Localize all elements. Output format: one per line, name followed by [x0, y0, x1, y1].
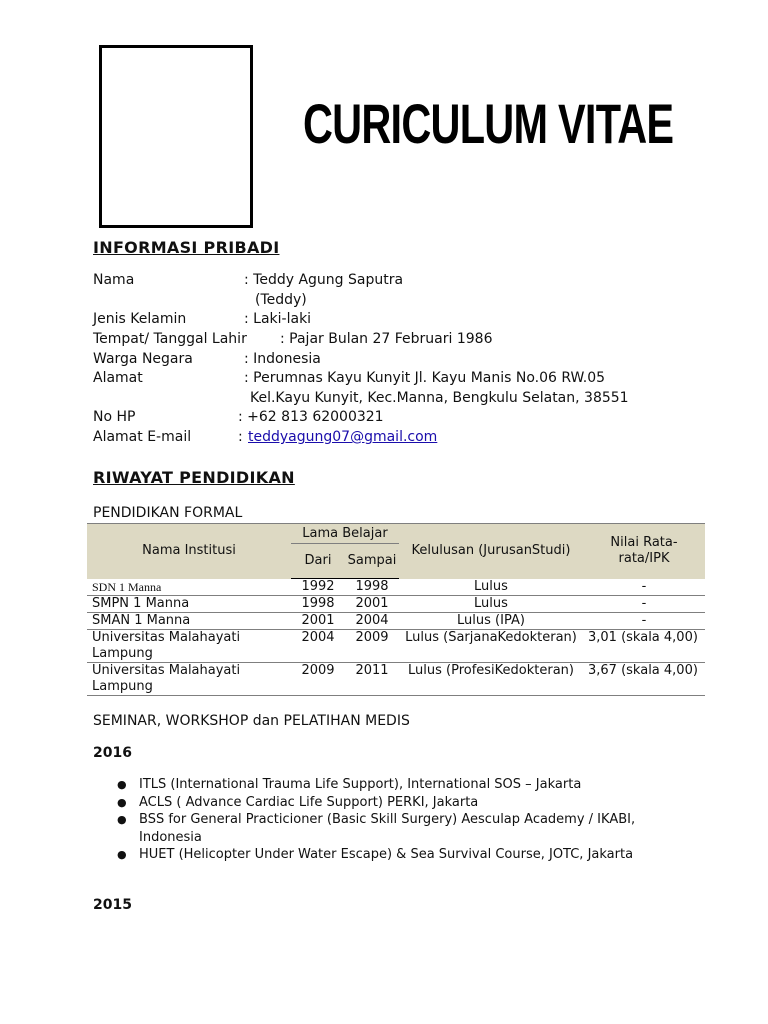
cell-institution: SMPN 1 Manna — [87, 596, 291, 613]
training-list — [93, 776, 653, 864]
cell-institution: SMAN 1 Manna — [87, 613, 291, 630]
field-value: : +62 813 62000321 — [238, 409, 384, 425]
list-item — [93, 811, 653, 846]
field-label: Warga Negara — [93, 351, 193, 367]
cell-until: 2009 — [345, 630, 399, 663]
personal-info-heading: INFORMASI PRIBADI — [93, 238, 280, 257]
table-row — [87, 579, 705, 596]
header-duration: Lama Belajar — [291, 524, 399, 544]
list-item-text: ACLS ( Advance Cardiac Life Support) PERKI, Jakarta — [139, 794, 479, 810]
year-heading: 2015 — [93, 897, 132, 913]
cell-from: 2001 — [291, 613, 345, 630]
list-item — [93, 794, 653, 812]
bullet-icon: ● — [117, 813, 127, 826]
bullet-icon: ● — [117, 848, 127, 861]
cell-graduation: Lulus (ProfesiKedokteran) — [399, 663, 583, 696]
field-label: Jenis Kelamin — [93, 311, 187, 327]
cell-gpa: 3,01 (skala 4,00) — [583, 630, 705, 663]
cell-until: 2011 — [345, 663, 399, 696]
field-label: Nama — [93, 272, 135, 288]
cell-institution: SDN 1 Manna — [87, 579, 291, 596]
bullet-icon: ● — [117, 795, 127, 809]
field-value: : Laki-laki — [244, 311, 312, 327]
cell-graduation: Lulus (IPA) — [399, 613, 583, 630]
cell-gpa: - — [583, 613, 705, 630]
field-label: Tempat/ Tanggal Lahir — [93, 331, 247, 347]
seminar-heading: SEMINAR, WORKSHOP dan PELATIHAN MEDIS — [93, 713, 410, 729]
field-value: Kel.Kayu Kunyit, Kec.Manna, Bengkulu Selatan, 38551 — [250, 390, 629, 406]
field-value: : Perumnas Kayu Kunyit Jl. Kayu Manis No.06 RW.05 — [244, 370, 606, 386]
field-value: : Pajar Bulan 27 Februari 1986 — [280, 331, 493, 347]
cell-until: 2004 — [345, 613, 399, 630]
bullet-icon: ● — [117, 778, 127, 791]
table-row — [87, 663, 705, 696]
list-item — [93, 776, 653, 794]
field-value: (Teddy) — [255, 292, 307, 308]
table-row — [87, 630, 705, 663]
cv-title: CURICULUM VITAE — [303, 92, 674, 155]
list-item-text: BSS for General Practicioner (Basic Skill Surgery) Aesculap Academy / IKABI, Indonesia — [139, 812, 636, 845]
cell-institution: Universitas Malahayati Lampung — [87, 663, 291, 696]
field-label: Alamat E-mail — [93, 429, 192, 445]
cell-institution: Universitas Malahayati Lampung — [87, 630, 291, 663]
cell-until: 2001 — [345, 596, 399, 613]
cell-from: 2009 — [291, 663, 345, 696]
field-value: : — [238, 429, 243, 445]
header-gpa: Nilai Rata-rata/IPK — [583, 524, 705, 579]
table-row — [87, 613, 705, 630]
cell-graduation: Lulus — [399, 579, 583, 596]
cell-graduation: Lulus (SarjanaKedokteran) — [399, 630, 583, 663]
cell-until: 1998 — [345, 579, 399, 596]
header-institution: Nama Institusi — [87, 524, 291, 579]
education-heading: RIWAYAT PENDIDIKAN — [93, 468, 295, 487]
header-until: Sampai — [345, 544, 399, 579]
field-value: : Teddy Agung Saputra — [244, 272, 404, 288]
field-label: No HP — [93, 409, 136, 425]
cell-from: 2004 — [291, 630, 345, 663]
field-value: : Indonesia — [244, 351, 321, 367]
cell-gpa: 3,67 (skala 4,00) — [583, 663, 705, 696]
cell-gpa: - — [583, 596, 705, 613]
year-heading: 2016 — [93, 745, 132, 761]
cell-from: 1992 — [291, 579, 345, 596]
list-item-text: ITLS (International Trauma Life Support), International SOS – Jakarta — [139, 777, 582, 792]
formal-education-heading: PENDIDIKAN FORMAL — [93, 505, 243, 521]
cell-gpa: - — [583, 579, 705, 596]
header-from: Dari — [291, 544, 345, 579]
table-row — [87, 596, 705, 613]
education-table — [87, 523, 705, 696]
email-link[interactable]: teddyagung07@gmail.com — [248, 429, 438, 445]
photo-placeholder — [99, 45, 253, 228]
cell-from: 1998 — [291, 596, 345, 613]
header-graduation: Kelulusan (JurusanStudi) — [399, 524, 583, 579]
list-item-text: HUET (Helicopter Under Water Escape) & Sea Survival Course, JOTC, Jakarta — [139, 847, 634, 862]
list-item — [93, 846, 653, 864]
field-label: Alamat — [93, 370, 143, 386]
cell-graduation: Lulus — [399, 596, 583, 613]
